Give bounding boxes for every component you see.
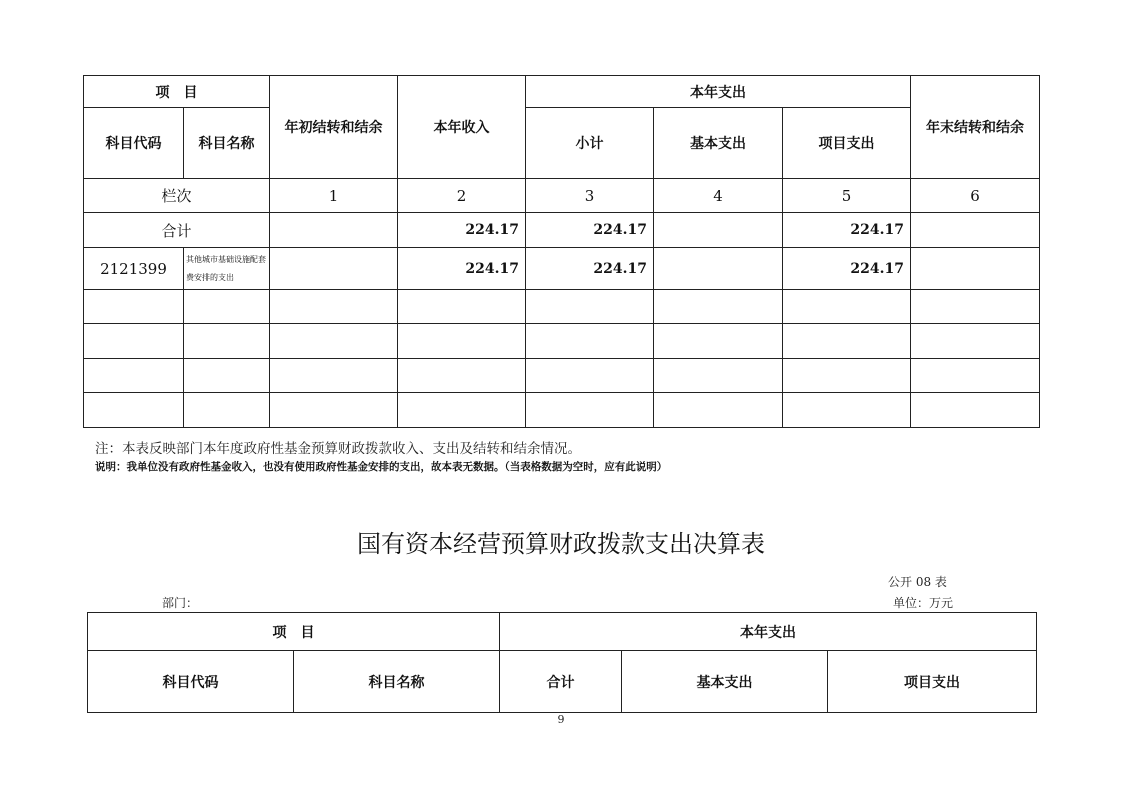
- column-index-3: 3: [526, 179, 654, 213]
- column-index-6: 6: [911, 179, 1040, 213]
- column-index-1: 1: [270, 179, 398, 213]
- page-title: 国有资本经营预算财政拨款支出决算表: [357, 530, 765, 558]
- row-begin-balance: [270, 248, 398, 290]
- header-end-balance: 年末结转和结余: [911, 76, 1040, 179]
- header-item: [84, 76, 270, 108]
- column-index-5: 5: [783, 179, 911, 213]
- unit-label: 单位：万元: [893, 596, 954, 610]
- total-row: [84, 213, 1040, 248]
- total-begin-balance: [270, 213, 398, 248]
- total-subtotal: 224.17: [526, 213, 654, 248]
- t2-header-item: 项 目: [88, 613, 500, 651]
- column-index-label: 栏次: [84, 179, 270, 213]
- page-number: 9: [557, 713, 565, 726]
- t2-header-expense: 本年支出: [500, 613, 1037, 651]
- column-index-4: 4: [654, 179, 783, 213]
- row-income: 224.17: [398, 248, 526, 290]
- empty-row: [84, 324, 1040, 359]
- t2-header-project: 项目支出: [828, 651, 1037, 713]
- total-project: 224.17: [783, 213, 911, 248]
- row-code: 2121399: [84, 248, 184, 290]
- t2-header-code: 科目代码: [88, 651, 294, 713]
- table-explanation: 说明：我单位没有政府性基金收入，也没有使用政府性基金安排的支出，故本表无数据。（当表格数据为空时，应有此说明）: [95, 461, 668, 473]
- total-end-balance: [911, 213, 1040, 248]
- row-end-balance: [911, 248, 1040, 290]
- header-code: 科目代码: [84, 108, 184, 179]
- header-basic: 基本支出: [654, 108, 783, 179]
- t2-header-total: 合计: [500, 651, 622, 713]
- header-subtotal: 小计: [526, 108, 654, 179]
- table-note: 注：本表反映部门本年度政府性基金预算财政拨款收入、支出及结转和结余情况。: [95, 441, 581, 457]
- row-project: 224.17: [783, 248, 911, 290]
- total-basic: [654, 213, 783, 248]
- header-item-label: 项 目: [155, 84, 198, 101]
- header-expense: 本年支出: [526, 76, 911, 108]
- state-capital-table: [87, 612, 1037, 713]
- column-index-2: 2: [398, 179, 526, 213]
- row-name: 其他城市基础设施配套费安排的支出: [184, 248, 270, 290]
- t2-header-name: 科目名称: [294, 651, 500, 713]
- form-number: 公开 08 表: [888, 575, 947, 589]
- row-basic: [654, 248, 783, 290]
- header-begin-balance: 年初结转和结余: [270, 76, 398, 179]
- header-project: 项目支出: [783, 108, 911, 179]
- total-income: 224.17: [398, 213, 526, 248]
- header-name: 科目名称: [184, 108, 270, 179]
- fund-budget-table: [83, 75, 1040, 428]
- table-row: [84, 248, 1040, 290]
- total-label: 合计: [84, 213, 270, 248]
- header-income: 本年收入: [398, 76, 526, 179]
- t2-header-basic: 基本支出: [622, 651, 828, 713]
- department-label: 部门：: [162, 596, 199, 610]
- empty-row: [84, 359, 1040, 393]
- empty-row: [84, 290, 1040, 324]
- empty-row: [84, 393, 1040, 428]
- row-subtotal: 224.17: [526, 248, 654, 290]
